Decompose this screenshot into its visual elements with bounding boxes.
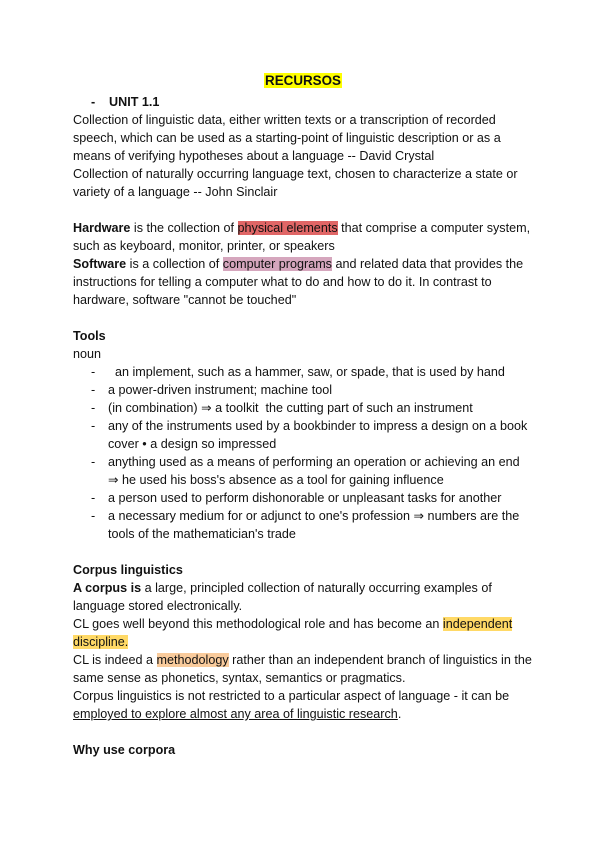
why-heading: Why use corpora <box>73 743 176 757</box>
corpus-definition <box>73 579 533 615</box>
list-item-text: anything used as a means of performing an operation or achieving an end ⇒ he used his boss's absence as a tool for gaining influence <box>108 455 520 487</box>
corpus-term: A corpus is <box>73 581 142 595</box>
hardware-paragraph <box>73 219 533 255</box>
definition-crystal: Collection of linguistic data, either written texts or a transcription of recorded speech, which can be used as a starting-point of linguistic description or as a means of verifying hypotheses about a language -- David Crystal <box>73 113 501 163</box>
list-item <box>91 363 533 381</box>
unit-bullet: - <box>91 95 96 109</box>
software-term: Software <box>73 257 127 271</box>
list-item <box>91 399 533 417</box>
cl-discipline-paragraph <box>73 615 533 651</box>
hardware-pre: is the collection of <box>130 221 238 235</box>
list-item <box>91 417 533 453</box>
definition-sinclair: Collection of naturally occurring language text, chosen to characterize a state or variety of a language -- John Sinclair <box>73 167 518 199</box>
list-item-text: a necessary medium for or adjunct to one's profession ⇒ numbers are the tools of the mathematician's trade <box>108 509 520 541</box>
list-item-text: a power-driven instrument; machine tool <box>108 383 332 397</box>
software-paragraph <box>73 255 533 309</box>
cl-scope-post: . <box>397 707 402 721</box>
list-item <box>91 381 533 399</box>
tools-definition-list <box>73 363 533 543</box>
title-text: RECURSOS <box>265 73 341 88</box>
hardware-highlight: physical elements <box>237 221 338 235</box>
tools-heading: Tools <box>73 329 106 343</box>
corpus-definition-rest: a large, principled collection of naturally occurring examples of language stored electronically. <box>73 581 492 613</box>
document-title <box>73 72 533 90</box>
list-item-text: (in combination) ⇒ a toolkit the cutting part of such an instrument <box>108 401 473 415</box>
cl-methodology-post: rather than an independent branch of linguistics in the same sense as phonetics, syntax, semantics or pragmatics. <box>73 653 532 685</box>
hardware-post: that comprise a computer system, such as keyboard, monitor, printer, or speakers <box>73 221 531 253</box>
tools-part-of-speech: noun <box>73 347 102 361</box>
list-item-text: any of the instruments used by a bookbinder to impress a design on a book cover • a design so impressed <box>108 419 528 451</box>
spacer <box>73 543 533 561</box>
cl-methodology-paragraph <box>73 651 533 687</box>
document-body <box>73 72 533 759</box>
cl-scope-underlined: employed to explore almost any area of linguistic research <box>73 707 398 721</box>
list-item <box>91 507 533 543</box>
cl-discipline-pre: CL goes well beyond this methodological role and has become an <box>73 617 443 631</box>
hardware-term: Hardware <box>73 221 131 235</box>
corpus-heading: Corpus linguistics <box>73 563 183 577</box>
unit-heading <box>73 93 533 111</box>
unit-label: UNIT 1.1 <box>109 95 160 109</box>
spacer <box>73 723 533 741</box>
cl-scope-paragraph <box>73 687 533 723</box>
software-pre: is a collection of <box>126 257 223 271</box>
list-item-text: an implement, such as a hammer, saw, or spade, that is used by hand <box>108 365 505 379</box>
spacer <box>73 201 533 219</box>
list-item <box>91 453 533 489</box>
list-item <box>91 489 533 507</box>
cl-scope-pre: Corpus linguistics is not restricted to a particular aspect of language - it can be <box>73 689 510 703</box>
software-post: and related data that provides the instructions for telling a computer what to do and how to do it. In contrast to hardware, software "cannot be touched" <box>73 257 524 307</box>
spacer <box>73 309 533 327</box>
software-highlight: computer programs <box>222 257 332 271</box>
list-item-text: a person used to perform dishonorable or unpleasant tasks for another <box>108 491 502 505</box>
cl-methodology-highlight: methodology <box>156 653 229 667</box>
cl-discipline-highlight: independent discipline. <box>73 617 513 649</box>
cl-methodology-pre: CL is indeed a <box>73 653 157 667</box>
